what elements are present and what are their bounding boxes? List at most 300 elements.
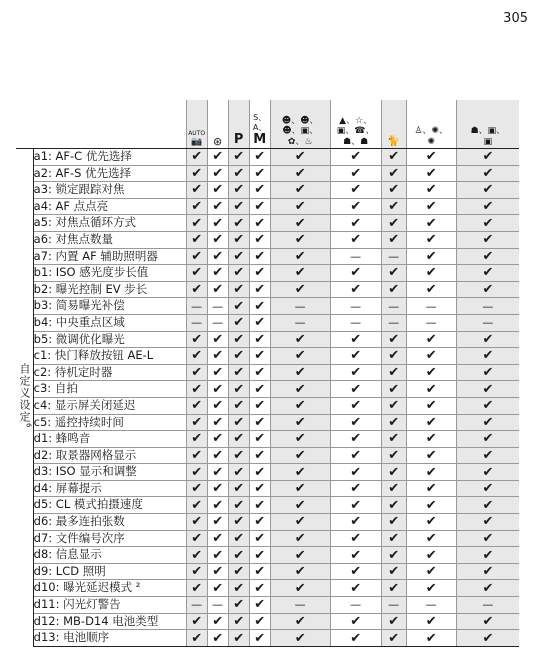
check-icon: ✔ (456, 447, 519, 464)
setting-name: a4: AF 点点亮 (33, 198, 186, 215)
setting-name: d3: ISO 显示和调整 (33, 464, 186, 481)
category-cell (16, 149, 33, 647)
check-icon: ✔ (186, 431, 207, 448)
check-icon: ✔ (228, 248, 249, 265)
setting-name: c4: 显示屏关闭延迟 (33, 397, 186, 414)
check-icon: ✔ (228, 231, 249, 248)
check-icon: ✔ (186, 149, 207, 166)
check-icon: ✔ (330, 547, 381, 564)
check-icon: ✔ (406, 281, 456, 298)
column-flash-off-icon: ⊛ (207, 100, 228, 149)
check-icon: ✔ (228, 613, 249, 630)
table-row (16, 165, 519, 182)
check-icon: ✔ (456, 265, 519, 282)
check-icon: ✔ (456, 630, 519, 647)
check-icon: ✔ (456, 497, 519, 514)
check-icon: ✔ (330, 182, 381, 199)
table-row (16, 248, 519, 265)
table-row (16, 381, 519, 398)
check-icon: ✔ (406, 514, 456, 531)
check-icon: ✔ (207, 182, 228, 199)
table-row (16, 314, 519, 331)
check-icon: ✔ (228, 265, 249, 282)
check-icon: ✔ (456, 149, 519, 166)
check-icon: ✔ (381, 281, 406, 298)
header-row (16, 100, 519, 149)
check-icon: ✔ (381, 215, 406, 232)
setting-name: d2: 取景器网格显示 (33, 447, 186, 464)
table-row (16, 514, 519, 531)
unavailable-mark: — (330, 248, 381, 265)
check-icon: ✔ (186, 480, 207, 497)
check-icon: ✔ (186, 630, 207, 647)
unavailable-mark: — (456, 298, 519, 315)
check-icon: ✔ (186, 364, 207, 381)
check-icon: ✔ (249, 364, 270, 381)
check-icon: ✔ (270, 381, 330, 398)
check-icon: ✔ (381, 231, 406, 248)
check-icon: ✔ (228, 331, 249, 348)
check-icon: ✔ (381, 613, 406, 630)
check-icon: ✔ (406, 149, 456, 166)
check-icon: ✔ (249, 580, 270, 597)
check-icon: ✔ (228, 530, 249, 547)
check-icon: ✔ (270, 613, 330, 630)
table-row (16, 298, 519, 315)
setting-name: c3: 自拍 (33, 381, 186, 398)
check-icon: ✔ (456, 464, 519, 481)
setting-name: b3: 简易曝光补偿 (33, 298, 186, 315)
check-icon: ✔ (270, 397, 330, 414)
check-icon: ✔ (456, 281, 519, 298)
check-icon: ✔ (186, 348, 207, 365)
check-icon: ✔ (330, 215, 381, 232)
check-icon: ✔ (207, 198, 228, 215)
check-icon: ✔ (228, 314, 249, 331)
table-row (16, 182, 519, 199)
check-icon: ✔ (330, 630, 381, 647)
check-icon: ✔ (456, 198, 519, 215)
check-icon: ✔ (249, 480, 270, 497)
check-icon: ✔ (228, 597, 249, 614)
check-icon: ✔ (406, 215, 456, 232)
check-icon: ✔ (330, 530, 381, 547)
unavailable-mark: — (406, 597, 456, 614)
table-row (16, 563, 519, 580)
check-icon: ✔ (456, 231, 519, 248)
check-icon: ✔ (330, 563, 381, 580)
check-icon: ✔ (381, 563, 406, 580)
setting-name: d8: 信息显示 (33, 547, 186, 564)
check-icon: ✔ (330, 480, 381, 497)
check-icon: ✔ (249, 215, 270, 232)
unavailable-mark: — (330, 597, 381, 614)
check-icon: ✔ (456, 348, 519, 365)
check-icon: ✔ (207, 447, 228, 464)
column-auto-icon: AUTO 📷 (186, 100, 207, 149)
check-icon: ✔ (207, 265, 228, 282)
check-icon: ✔ (406, 348, 456, 365)
check-icon: ✔ (207, 231, 228, 248)
check-icon: ✔ (207, 414, 228, 431)
check-icon: ✔ (270, 231, 330, 248)
check-icon: ✔ (186, 547, 207, 564)
check-icon: ✔ (406, 265, 456, 282)
check-icon: ✔ (381, 447, 406, 464)
check-icon: ✔ (270, 348, 330, 365)
column-sam: S、 A、 M (249, 100, 270, 149)
check-icon: ✔ (207, 381, 228, 398)
check-icon: ✔ (207, 630, 228, 647)
check-icon: ✔ (381, 580, 406, 597)
check-icon: ✔ (186, 613, 207, 630)
check-icon: ✔ (330, 231, 381, 248)
check-icon: ✔ (186, 563, 207, 580)
check-icon: ✔ (270, 580, 330, 597)
check-icon: ✔ (186, 331, 207, 348)
table-row (16, 464, 519, 481)
check-icon: ✔ (456, 165, 519, 182)
check-icon: ✔ (406, 447, 456, 464)
check-icon: ✔ (228, 497, 249, 514)
check-icon: ✔ (228, 514, 249, 531)
column-other-icon: ☗、▣、 ▣ (456, 100, 519, 149)
check-icon: ✔ (207, 497, 228, 514)
check-icon: ✔ (207, 530, 228, 547)
check-icon: ✔ (406, 397, 456, 414)
check-icon: ✔ (270, 265, 330, 282)
check-icon: ✔ (270, 514, 330, 531)
check-icon: ✔ (456, 580, 519, 597)
check-icon: ✔ (249, 298, 270, 315)
table-row (16, 447, 519, 464)
check-icon: ✔ (456, 215, 519, 232)
table-row (16, 281, 519, 298)
check-icon: ✔ (456, 514, 519, 531)
check-icon: ✔ (228, 480, 249, 497)
check-icon: ✔ (270, 182, 330, 199)
check-icon: ✔ (249, 530, 270, 547)
check-icon: ✔ (406, 431, 456, 448)
table-row (16, 530, 519, 547)
check-icon: ✔ (249, 431, 270, 448)
check-icon: ✔ (249, 630, 270, 647)
unavailable-mark: — (330, 314, 381, 331)
unavailable-mark: — (207, 314, 228, 331)
check-icon: ✔ (186, 182, 207, 199)
check-icon: ✔ (249, 514, 270, 531)
check-icon: ✔ (249, 447, 270, 464)
setting-name: d9: LCD 照明 (33, 563, 186, 580)
check-icon: ✔ (381, 497, 406, 514)
setting-name: d10: 曝光延迟模式 ² (33, 580, 186, 597)
check-icon: ✔ (228, 215, 249, 232)
setting-name: a2: AF-S 优先选择 (33, 165, 186, 182)
check-icon: ✔ (330, 165, 381, 182)
check-icon: ✔ (381, 364, 406, 381)
check-icon: ✔ (330, 364, 381, 381)
check-icon: ✔ (406, 530, 456, 547)
check-icon: ✔ (207, 464, 228, 481)
check-icon: ✔ (270, 480, 330, 497)
check-icon: ✔ (228, 348, 249, 365)
check-icon: ✔ (406, 480, 456, 497)
setting-name: a5: 对焦点循环方式 (33, 215, 186, 232)
check-icon: ✔ (186, 381, 207, 398)
check-icon: ✔ (381, 331, 406, 348)
settings-availability-table (16, 100, 519, 647)
setting-name: a7: 内置 AF 辅助照明器 (33, 248, 186, 265)
check-icon: ✔ (270, 149, 330, 166)
page-number: 305 (503, 11, 528, 26)
setting-name: a6: 对焦点数量 (33, 231, 186, 248)
setting-name: d13: 电池顺序 (33, 630, 186, 647)
setting-name: d12: MB-D14 电池类型 (33, 613, 186, 630)
setting-name: d5: CL 模式拍摄速度 (33, 497, 186, 514)
check-icon: ✔ (330, 381, 381, 398)
check-icon: ✔ (270, 364, 330, 381)
check-icon: ✔ (270, 414, 330, 431)
check-icon: ✔ (249, 198, 270, 215)
check-icon: ✔ (381, 464, 406, 481)
setting-name: c5: 遥控持续时间 (33, 414, 186, 431)
table-row (16, 597, 519, 614)
check-icon: ✔ (249, 248, 270, 265)
check-icon: ✔ (270, 464, 330, 481)
column-effects-icon: ♙、✺、 ✺ (406, 100, 456, 149)
check-icon: ✔ (228, 298, 249, 315)
check-icon: ✔ (456, 397, 519, 414)
unavailable-mark: — (406, 314, 456, 331)
table-row (16, 331, 519, 348)
check-icon: ✔ (456, 331, 519, 348)
check-icon: ✔ (270, 165, 330, 182)
unavailable-mark: — (456, 314, 519, 331)
setting-name: b4: 中央重点区域 (33, 314, 186, 331)
unavailable-mark: — (406, 298, 456, 315)
setting-name: d7: 文件编号次序 (33, 530, 186, 547)
check-icon: ✔ (249, 613, 270, 630)
check-icon: ✔ (456, 381, 519, 398)
table-row (16, 397, 519, 414)
check-icon: ✔ (228, 547, 249, 564)
check-icon: ✔ (207, 547, 228, 564)
check-icon: ✔ (406, 464, 456, 481)
setting-name: c1: 快门释放按钮 AE-L (33, 348, 186, 365)
table-row (16, 265, 519, 282)
check-icon: ✔ (270, 530, 330, 547)
column-pet-icon: 🐈 (381, 100, 406, 149)
check-icon: ✔ (186, 530, 207, 547)
check-icon: ✔ (456, 547, 519, 564)
check-icon: ✔ (207, 397, 228, 414)
check-icon: ✔ (270, 248, 330, 265)
setting-name: a3: 锁定跟踪对焦 (33, 182, 186, 199)
check-icon: ✔ (186, 580, 207, 597)
unavailable-mark: — (456, 597, 519, 614)
check-icon: ✔ (381, 514, 406, 531)
check-icon: ✔ (381, 630, 406, 647)
check-icon: ✔ (406, 248, 456, 265)
check-icon: ✔ (249, 231, 270, 248)
check-icon: ✔ (249, 265, 270, 282)
check-icon: ✔ (270, 198, 330, 215)
unavailable-mark: — (381, 248, 406, 265)
check-icon: ✔ (228, 182, 249, 199)
table-row (16, 231, 519, 248)
table-row (16, 149, 519, 166)
table-row (16, 580, 519, 597)
setting-name: c2: 待机定时器 (33, 364, 186, 381)
check-icon: ✔ (249, 281, 270, 298)
check-icon: ✔ (406, 613, 456, 630)
unavailable-mark: — (381, 597, 406, 614)
check-icon: ✔ (406, 563, 456, 580)
unavailable-mark: — (270, 314, 330, 331)
check-icon: ✔ (381, 198, 406, 215)
check-icon: ✔ (228, 381, 249, 398)
check-icon: ✔ (406, 198, 456, 215)
table-body (16, 149, 519, 647)
check-icon: ✔ (381, 182, 406, 199)
check-icon: ✔ (249, 464, 270, 481)
check-icon: ✔ (249, 414, 270, 431)
check-icon: ✔ (330, 198, 381, 215)
category-note: 6 (24, 422, 33, 429)
check-icon: ✔ (381, 480, 406, 497)
category-label: 自定义设定$^6$ (18, 362, 33, 429)
table-row (16, 613, 519, 630)
check-icon: ✔ (330, 447, 381, 464)
check-icon: ✔ (270, 547, 330, 564)
check-icon: ✔ (270, 281, 330, 298)
check-icon: ✔ (249, 331, 270, 348)
check-icon: ✔ (406, 414, 456, 431)
check-icon: ✔ (330, 414, 381, 431)
check-icon: ✔ (381, 547, 406, 564)
column-scene-modes-icon: ☻、☻、 ☻、▣、 ✿、♨ (270, 100, 330, 149)
setting-name: b2: 曝光控制 EV 步长 (33, 281, 186, 298)
setting-name: b5: 微调优化曝光 (33, 331, 186, 348)
check-icon: ✔ (228, 198, 249, 215)
unavailable-mark: — (270, 597, 330, 614)
check-icon: ✔ (207, 348, 228, 365)
check-icon: ✔ (228, 431, 249, 448)
check-icon: ✔ (381, 530, 406, 547)
unavailable-mark: — (381, 298, 406, 315)
check-icon: ✔ (249, 547, 270, 564)
unavailable-mark: — (186, 314, 207, 331)
check-icon: ✔ (270, 215, 330, 232)
check-icon: ✔ (249, 497, 270, 514)
check-icon: ✔ (330, 281, 381, 298)
check-icon: ✔ (249, 314, 270, 331)
check-icon: ✔ (249, 182, 270, 199)
check-icon: ✔ (406, 381, 456, 398)
check-icon: ✔ (228, 165, 249, 182)
check-icon: ✔ (207, 165, 228, 182)
check-icon: ✔ (228, 397, 249, 414)
check-icon: ✔ (207, 514, 228, 531)
setting-name: d11: 闪光灯警告 (33, 597, 186, 614)
check-icon: ✔ (249, 381, 270, 398)
check-icon: ✔ (186, 281, 207, 298)
check-icon: ✔ (456, 613, 519, 630)
check-icon: ✔ (330, 348, 381, 365)
check-icon: ✔ (381, 397, 406, 414)
setting-name: a1: AF-C 优先选择 (33, 149, 186, 166)
unavailable-mark: — (186, 298, 207, 315)
check-icon: ✔ (207, 563, 228, 580)
setting-name: d4: 屏幕提示 (33, 480, 186, 497)
check-icon: ✔ (406, 547, 456, 564)
check-icon: ✔ (456, 414, 519, 431)
table-row (16, 630, 519, 647)
setting-name: b1: ISO 感光度步长值 (33, 265, 186, 282)
table-row (16, 364, 519, 381)
check-icon: ✔ (207, 281, 228, 298)
column-p: P (228, 100, 249, 149)
unavailable-mark: — (270, 298, 330, 315)
check-icon: ✔ (406, 630, 456, 647)
unavailable-mark: — (330, 298, 381, 315)
check-icon: ✔ (456, 182, 519, 199)
check-icon: ✔ (207, 480, 228, 497)
check-icon: ✔ (406, 331, 456, 348)
check-icon: ✔ (330, 613, 381, 630)
check-icon: ✔ (228, 414, 249, 431)
check-icon: ✔ (228, 630, 249, 647)
header-spacer (33, 100, 186, 149)
check-icon: ✔ (381, 381, 406, 398)
check-icon: ✔ (186, 447, 207, 464)
check-icon: ✔ (406, 231, 456, 248)
check-icon: ✔ (330, 580, 381, 597)
check-icon: ✔ (186, 464, 207, 481)
check-icon: ✔ (186, 248, 207, 265)
table-row (16, 414, 519, 431)
setting-name: d6: 最多连拍张数 (33, 514, 186, 531)
check-icon: ✔ (456, 530, 519, 547)
check-icon: ✔ (381, 265, 406, 282)
check-icon: ✔ (381, 431, 406, 448)
check-icon: ✔ (249, 149, 270, 166)
table-row (16, 348, 519, 365)
check-icon: ✔ (207, 613, 228, 630)
check-icon: ✔ (330, 431, 381, 448)
unavailable-mark: — (186, 597, 207, 614)
check-icon: ✔ (186, 198, 207, 215)
check-icon: ✔ (330, 397, 381, 414)
check-icon: ✔ (186, 514, 207, 531)
check-icon: ✔ (456, 248, 519, 265)
check-icon: ✔ (270, 331, 330, 348)
unavailable-mark: — (207, 298, 228, 315)
check-icon: ✔ (330, 149, 381, 166)
table-row (16, 497, 519, 514)
unavailable-mark: — (207, 597, 228, 614)
check-icon: ✔ (186, 397, 207, 414)
check-icon: ✔ (207, 331, 228, 348)
check-icon: ✔ (270, 431, 330, 448)
check-icon: ✔ (228, 464, 249, 481)
unavailable-mark: — (381, 314, 406, 331)
check-icon: ✔ (406, 182, 456, 199)
check-icon: ✔ (186, 265, 207, 282)
check-icon: ✔ (270, 630, 330, 647)
check-icon: ✔ (249, 165, 270, 182)
check-icon: ✔ (186, 497, 207, 514)
